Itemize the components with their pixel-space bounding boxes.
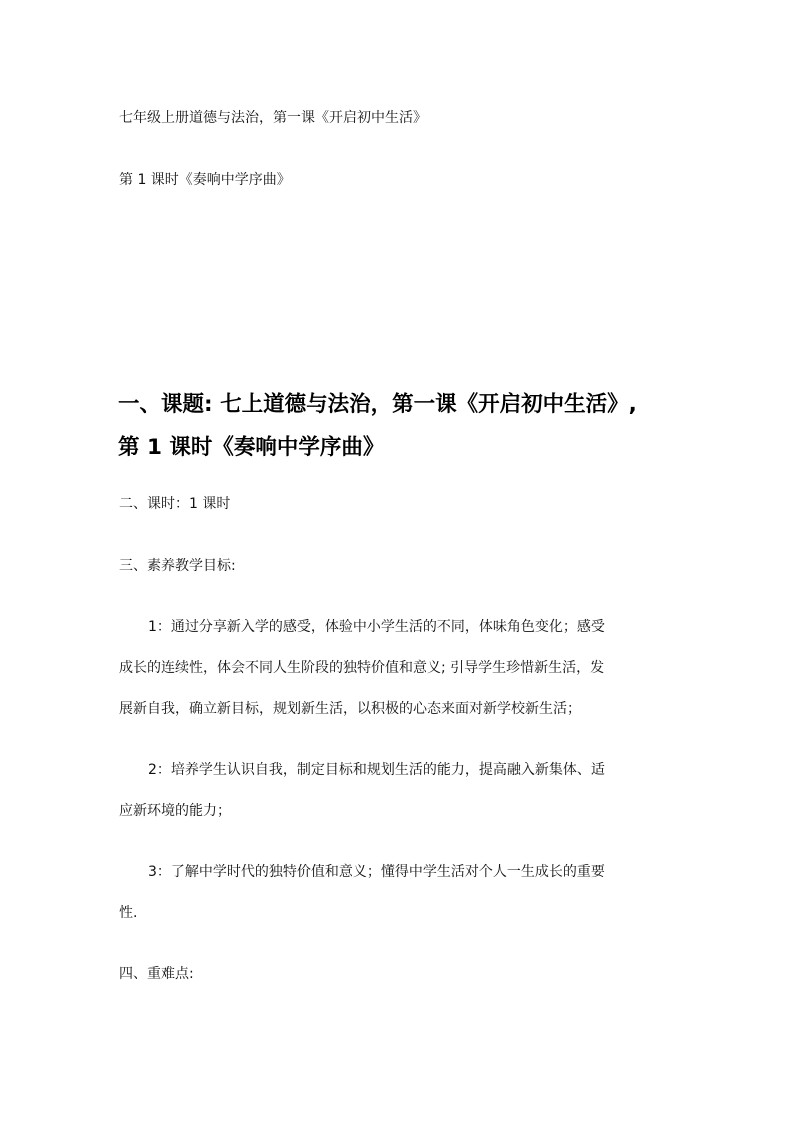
goal-2-line-1: 2：培养学生认识自我，制定目标和规划生活的能力，提高融入新集体、适 <box>148 762 605 778</box>
goal-1-line-2: 成长的连续性，体会不同人生阶段的独特价值和意义; 引导学生珍惜新生活，发 <box>119 660 605 676</box>
goal-2-line-2: 应新环境的能力； <box>119 803 231 819</box>
goal-1-line-1: 1：通过分享新入学的感受，体验中小学生活的不同，体味角色变化；感受 <box>148 619 605 635</box>
lesson-title-line-1: 一、课题: 七上道德与法治，第一课《开启初中生活》, <box>118 392 637 417</box>
section-period: 二、课时：1 课时 <box>119 496 231 512</box>
goal-3-line-1: 3：了解中学时代的独特价值和意义；懂得中学生活对个人一生成长的重要 <box>148 864 605 880</box>
goal-3-line-2: 性. <box>119 905 138 921</box>
lesson-title-line-2: 第 1 课时《奏响中学序曲》 <box>118 435 385 460</box>
goal-1-line-3: 展新自我，确立新目标，规划新生活，以积极的心态来面对新学校新生活； <box>119 701 581 717</box>
header-line-1: 七年级上册道德与法治，第一课《开启初中生活》 <box>119 110 427 126</box>
header-line-2: 第 1 课时《奏响中学序曲》 <box>119 172 291 188</box>
section-goals-heading: 三、素养教学目标: <box>119 558 236 574</box>
section-key-points-heading: 四、重难点: <box>119 966 194 982</box>
